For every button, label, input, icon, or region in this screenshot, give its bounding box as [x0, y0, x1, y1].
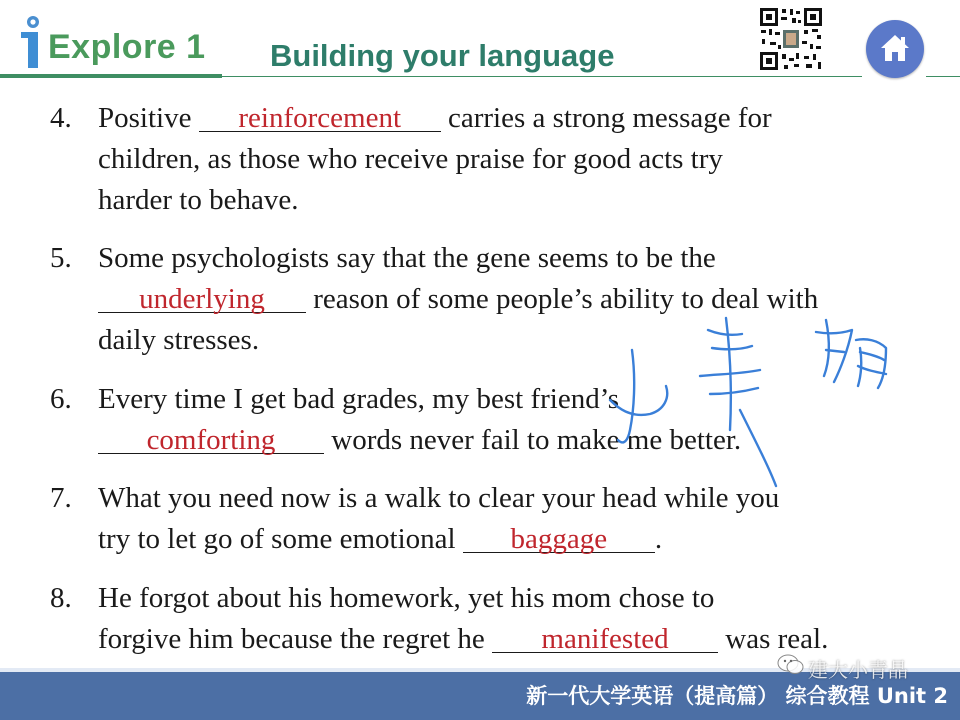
item-text	[98, 578, 948, 660]
item-text	[98, 379, 948, 461]
item-text-line: He forgot about his homework, yet his mom chose to	[98, 582, 715, 614]
item-number: 6.	[50, 383, 72, 415]
qr-code-icon	[758, 6, 824, 72]
item-text-part: try to let go of some emotional	[98, 523, 463, 555]
answer-blank	[98, 279, 306, 313]
answer-text: baggage	[510, 523, 608, 555]
watermark-text: 建大小青晶	[808, 658, 908, 682]
item-number: 4.	[50, 102, 72, 134]
item-text-line: Every time I get bad grades, my best friend’s	[98, 383, 620, 415]
book-title: 新一代大学英语（提高篇） 综合教程 Unit 2	[526, 684, 948, 708]
item-text-part: Positive	[98, 102, 199, 134]
slide-header	[0, 0, 960, 90]
header-divider-right	[926, 76, 960, 77]
home-icon	[879, 32, 911, 64]
answer-blank	[98, 420, 324, 454]
answer-blank	[463, 519, 655, 553]
item-text-line: children, as those who receive praise for good acts try	[98, 143, 723, 175]
item-number: 8.	[50, 582, 72, 614]
item-text	[98, 98, 948, 221]
item-text-part: forgive him because the regret he	[98, 623, 493, 655]
answer-text: comforting	[146, 424, 276, 456]
item-text-line: What you need now is a walk to clear your head while you	[98, 482, 780, 514]
explore-underline	[0, 74, 222, 78]
answer-text: manifested	[541, 623, 669, 655]
i-logo-icon	[18, 14, 48, 70]
item-text	[98, 478, 948, 560]
item-text-part: carries a strong message for	[447, 102, 772, 134]
item-number: 7.	[50, 482, 72, 514]
home-button[interactable]	[866, 20, 924, 78]
explore-label: Explore 1	[48, 28, 206, 66]
answer-blank	[199, 98, 441, 132]
item-text-line: harder to behave.	[98, 184, 299, 216]
item-text-line: daily stresses.	[98, 324, 260, 356]
item-text-part: words never fail to make me better.	[331, 424, 742, 456]
item-text-part: reason of some people’s ability to deal with	[313, 283, 819, 315]
item-text	[98, 238, 948, 361]
answer-blank	[492, 619, 718, 653]
item-text-line: Some psychologists say that the gene seems to be the	[98, 242, 716, 274]
item-text-part: was real.	[725, 623, 829, 655]
section-title: Building your language	[270, 38, 615, 73]
item-text-part: .	[654, 523, 663, 555]
answer-text: reinforcement	[238, 102, 402, 134]
header-divider	[222, 76, 862, 77]
item-number: 5.	[50, 242, 72, 274]
wechat-icon	[776, 652, 806, 678]
answer-text: underlying	[139, 283, 265, 315]
